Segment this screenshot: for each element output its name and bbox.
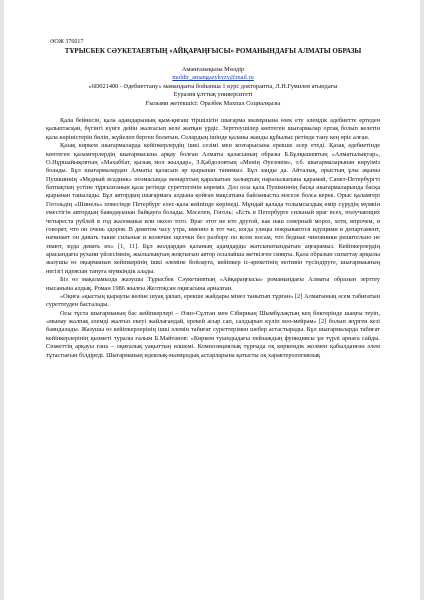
page-right-edge <box>420 0 424 600</box>
author-affiliation-line-1: «6D021400 - Әдебиеттану» мамандығы бойынша 1 курс докторанты, Л.Н.Гумилев атындағы <box>88 82 338 90</box>
article-title: ТҰРЫСБЕК СӘУКЕТАЕВТЫҢ «АЙҚАРАҢҒЫСЫ» РОМАНЫНДАҒЫ АЛМАТЫ ОБРАЗЫ <box>64 47 362 55</box>
body-paragraph-3: Біз өз мақаламызда жазушы Тұрысбек Сәукетаевтың «Айқараңғысы» романындағы Алматы образын зерттеу нысанына алдық. Роман 1986 жылғы Желтоқсан оқиғасына арналған. <box>46 276 380 292</box>
author-email-link[interactable]: moldir_amangazykyzy@mail.ru <box>172 74 254 82</box>
author-affiliation-line-2: Еуразия ұлттық университеті <box>173 91 253 99</box>
body-paragraph-5: Осы тұста шығарманың бас кейіпкерлері – Әзиз-Сұлтан мен Сібирның Шымбұлақтың кең бөктерінде шаңғы теуіп, «мынау жалпақ әлемді жалғыз екеуі жайлағандай, ерекей асыр сап, салдырып күліп мәз-мейрам» [2] болып жүрген кезі баяндалады. Жазушы өз кейіпкерлерінің ішкі әлемін табиғат суреттерімен шебер астастырады. Бұл шығармаларда табиғат кейіпкерлерінің қызметі туралы ғалым Б.Майтанов: «Көркем туындыдағы пейзаждың функциясы ұн түрлі арнаға сайды. Сюжеттің арқауы ғана – оқиғалық уақыттың өлшемі. Композициялық тұрғыда оқ көркемдік жолмен қабылданған әлем тұтастығын білдіреді. Шығарманың идеялық-мазмұндық астарларына қатысты оқ характерологиялық <box>46 309 380 359</box>
author-name: Аманғазықызы Мөлдір <box>181 66 245 73</box>
udc-code: ӘОЖ 376017 <box>50 39 84 45</box>
supervisor-line: Ғылыми жетекшісі: Оразбек Махпал Социалқызы <box>145 99 281 107</box>
page-left-edge <box>0 0 4 600</box>
body-paragraph-2: Қазақ көркем шығармаларда кейіпкерлердің ішкі сезімі мен козғарысына ерекше әсер етеді. Қазақ әдебиетінде көптеген қаламгерлердің шығармасына арқау болған Алматы қаласының образы Б.Бұлқышевтың «Алматылықтар», О.Нұршайықовтың «Махаббат, қызық мол жылдар», З.Қабдоловтың «Менің Әуезовім», т.б. шығармаларынан көруіміз болады. Бұл шығармалардан Алматы қаласын әр қырынан танимыз. Бұл заңды да. Айталық, орыстың ұлы ақыны Пушкиннің «Медный всадник» поэмасында монархтың қаралығын халықтың наразылығына қарамай, Санкт-Петербургті батпақтың үстіне тұрғызғанын қала ретінде суреттегенін көреміз. Дәл осы қала Пушкиннің басқа шығармаларында басқа қырынан танылады. Бұл автордың шығармаға алдына қойған мақсатына байланысты мәселе болса керек. Орыс қаламгері Гогольдің «Шинель» повесінде Петербург елес-қала кейпінде көрінеді. Мұндай қалада толымсыздық өмір сүрудің мүмкін еместігін автордың баяндауынан байқауға болады. Мәселен, Гоголь: «Есть в Петербурге сильный враг всех, получающих четыреста рублей в год жалованья или около того. Враг этот не кто другой, как наш северный мороз, хотя, впрочем, и говорят, что он очень здоров. В девятом часу утра, именно в тот час, когда улицы покрываются идущими в департамент, начинает он давать такие сильные и колючие щелчки без разбору по всем носам, что бедные чиновники решительно не знают, куда девать их» [1, 11]. Бұл жолдардан қаланың адамдарды жатсынатындығын аңғарамыз. Кейіпкерлердің арасындағы рухани үйлесімнің, жылылықтың жоқтығын автор осылайша жеткізген сияқты. Қала образын сипаттау арқылы жазушы өз оқырманын кейіпкерінің ішкі әлеміне бойлауға, кейіпкер іс-әрекетінің мотивін түсіндіруге, шығармаының негізгі идеясын тануға мүмкіндік алады. <box>46 142 380 275</box>
body-paragraph-4: «Оқиға «қыстың қыраулы көзіне шуақ ұялап, ерекше жайдары мінез танытып тұрған» [2] Алматының әсем табиғатын суреттеуден басталады. <box>46 292 380 309</box>
body-paragraph-1: Қала бейнесін, қала адамдарының қым-қиғаш тіршілігін шығарма мазмұнына өзек ету әлемдік әдебиетте ертеден қалыптасқан, бүгінгі күнге дейін жалғасып келе жатқан үрдіс. Зерттеушілер көптеген шығармалар ортақ болып келетін қала көріністерін бөліп, жүйелеп берген болатын. Солардың ішінде қаланы жанды құбылыс ретінде тану кең өріс алған. <box>46 117 380 141</box>
